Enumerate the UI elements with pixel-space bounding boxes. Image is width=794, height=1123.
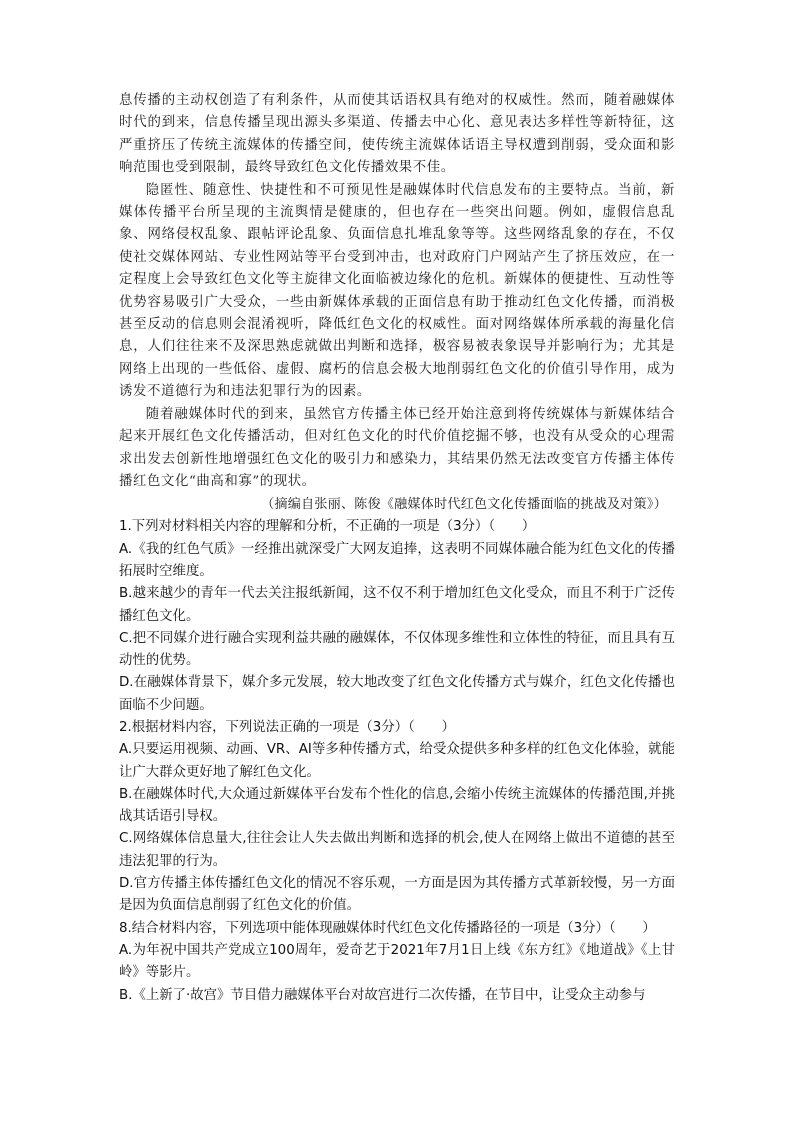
option-a: A.《我的红色气质》一经推出就深受广大网友追捧，这表明不同媒体融合能为红色文化的传播拓展时空维度。 — [119, 541, 675, 579]
option-d: D.在融媒体背景下，媒介多元发展，较大地改变了红色文化传播方式与媒介，红色文化传播也面临不少问题。 — [119, 675, 675, 713]
passage-paragraph-2: 隐匿性、随意性、快捷性和不可预见性是融媒体时代信息发布的主要特点。当前，新媒体传播平台所呈现的主流舆情是健康的，但也存在一些突出问题。例如，虚假信息乱象、网络侵权乱象、跟帖评论乱象、负面信息扎堆乱象等等。这些网络乱象的存在，不仅使社交媒体网站、专业性网站等平台受到冲击，也对政府门户网站产生了挤压效应，在一定程度上会导致红色文化等主旋律文化面临被边缘化的危机。新媒体的便捷性、互动性等优势容易吸引广大受众，一些由新媒体承载的正面信息有助于推动红色文化传播，而消极甚至反动的信息则会混淆视听，降低红色文化的权威性。面对网络媒体所承载的海量化信息，人们往往来不及深思熟虑就做出判断和选择，极容易被表象误导并影响行为；尤其是网络上出现的一些低俗、虚假、腐朽的信息会极大地削弱红色文化的价值引导作用，成为诱发不道德行为和违法犯罪行为的因素。 — [119, 182, 675, 400]
question-1 — [119, 516, 675, 717]
question-3 — [119, 918, 675, 1007]
passage-source: （摘编自张丽、陈俊《融媒体时代红色文化传播面临的挑战及对策》） — [261, 497, 667, 513]
question-list — [119, 516, 675, 1007]
option-c: C.把不同媒介进行融合实现利益共融的融媒体，不仅体现多维性和立体性的特征，而且具有互动性的优势。 — [119, 630, 675, 669]
option-d: D.官方传播主体传播红色文化的情况不容乐观，一方面是因为其传播方式革新较慢，另一方面是因为负面信息削弱了红色文化的价值。 — [119, 876, 675, 914]
option-b: B.越来越少的青年一代去关注报纸新闻，这不仅不利于增加红色文化受众，而且不利于广泛传播红色文化。 — [119, 586, 675, 624]
question-2 — [119, 717, 675, 918]
option-a: A.为年祝中国共产党成立100周年，爱奇艺于2021年7月1日上线《东方红》《地道战》《上甘岭》等影片。 — [119, 942, 675, 981]
question-stem: 1.下列对材料相关内容的理解和分析，不正确的一项是（3分）（ ） — [119, 519, 536, 535]
option-b: B.《上新了·故宫》节目借力融媒体平台对故宫进行二次传播，在节目中，让受众主动参与 — [119, 987, 646, 1003]
reading-passage — [119, 90, 675, 516]
option-a: A.只要运用视频、动画、VR、AI等多种传播方式，给受众提供多种多样的红色文化体验，就能让广大群众更好地了解红色文化。 — [119, 742, 675, 780]
question-stem: 2.根据材料内容，下列说法正确的一项是（3分）（ ） — [119, 719, 455, 735]
passage-paragraph-1: 息传播的主动权创造了有利条件，从而使其话语权具有绝对的权威性。然而，随着融媒体时代的到来，信息传播呈现出源头多渠道、传播去中心化、意见表达多样性等新特征，这严重挤压了传统主流媒体的传播空间，使传统主流媒体话语主导权遭到削弱，受众面和影响范围也受到限制，最终导致红色文化传播效果不佳。 — [119, 93, 675, 176]
option-b: B.在融媒体时代,大众通过新媒体平台发布个性化的信息,会缩小传统主流媒体的传播范围,并挑战其话语引导权。 — [119, 786, 675, 825]
document-page — [119, 90, 675, 1007]
question-stem: 8.结合材料内容，下列选项中能体现融媒体时代红色文化传播路径的一项是（3分）（ ） — [119, 920, 656, 936]
passage-paragraph-3: 随着融媒体时代的到来，虽然官方传播主体已经开始注意到将传统媒体与新媒体结合起来开展红色文化传播活动，但对红色文化的时代价值挖掘不够，也没有从受众的心理需求出发去创新性地增强红色文化的吸引力和感染力，其结果仍然无法改变官方传播主体传播红色文化“曲高和寡”的现状。 — [119, 406, 675, 489]
option-c: C.网络媒体信息量大,往往会让人失去做出判断和选择的机会,使人在网络上做出不道德的甚至违法犯罪的行为。 — [119, 831, 675, 869]
